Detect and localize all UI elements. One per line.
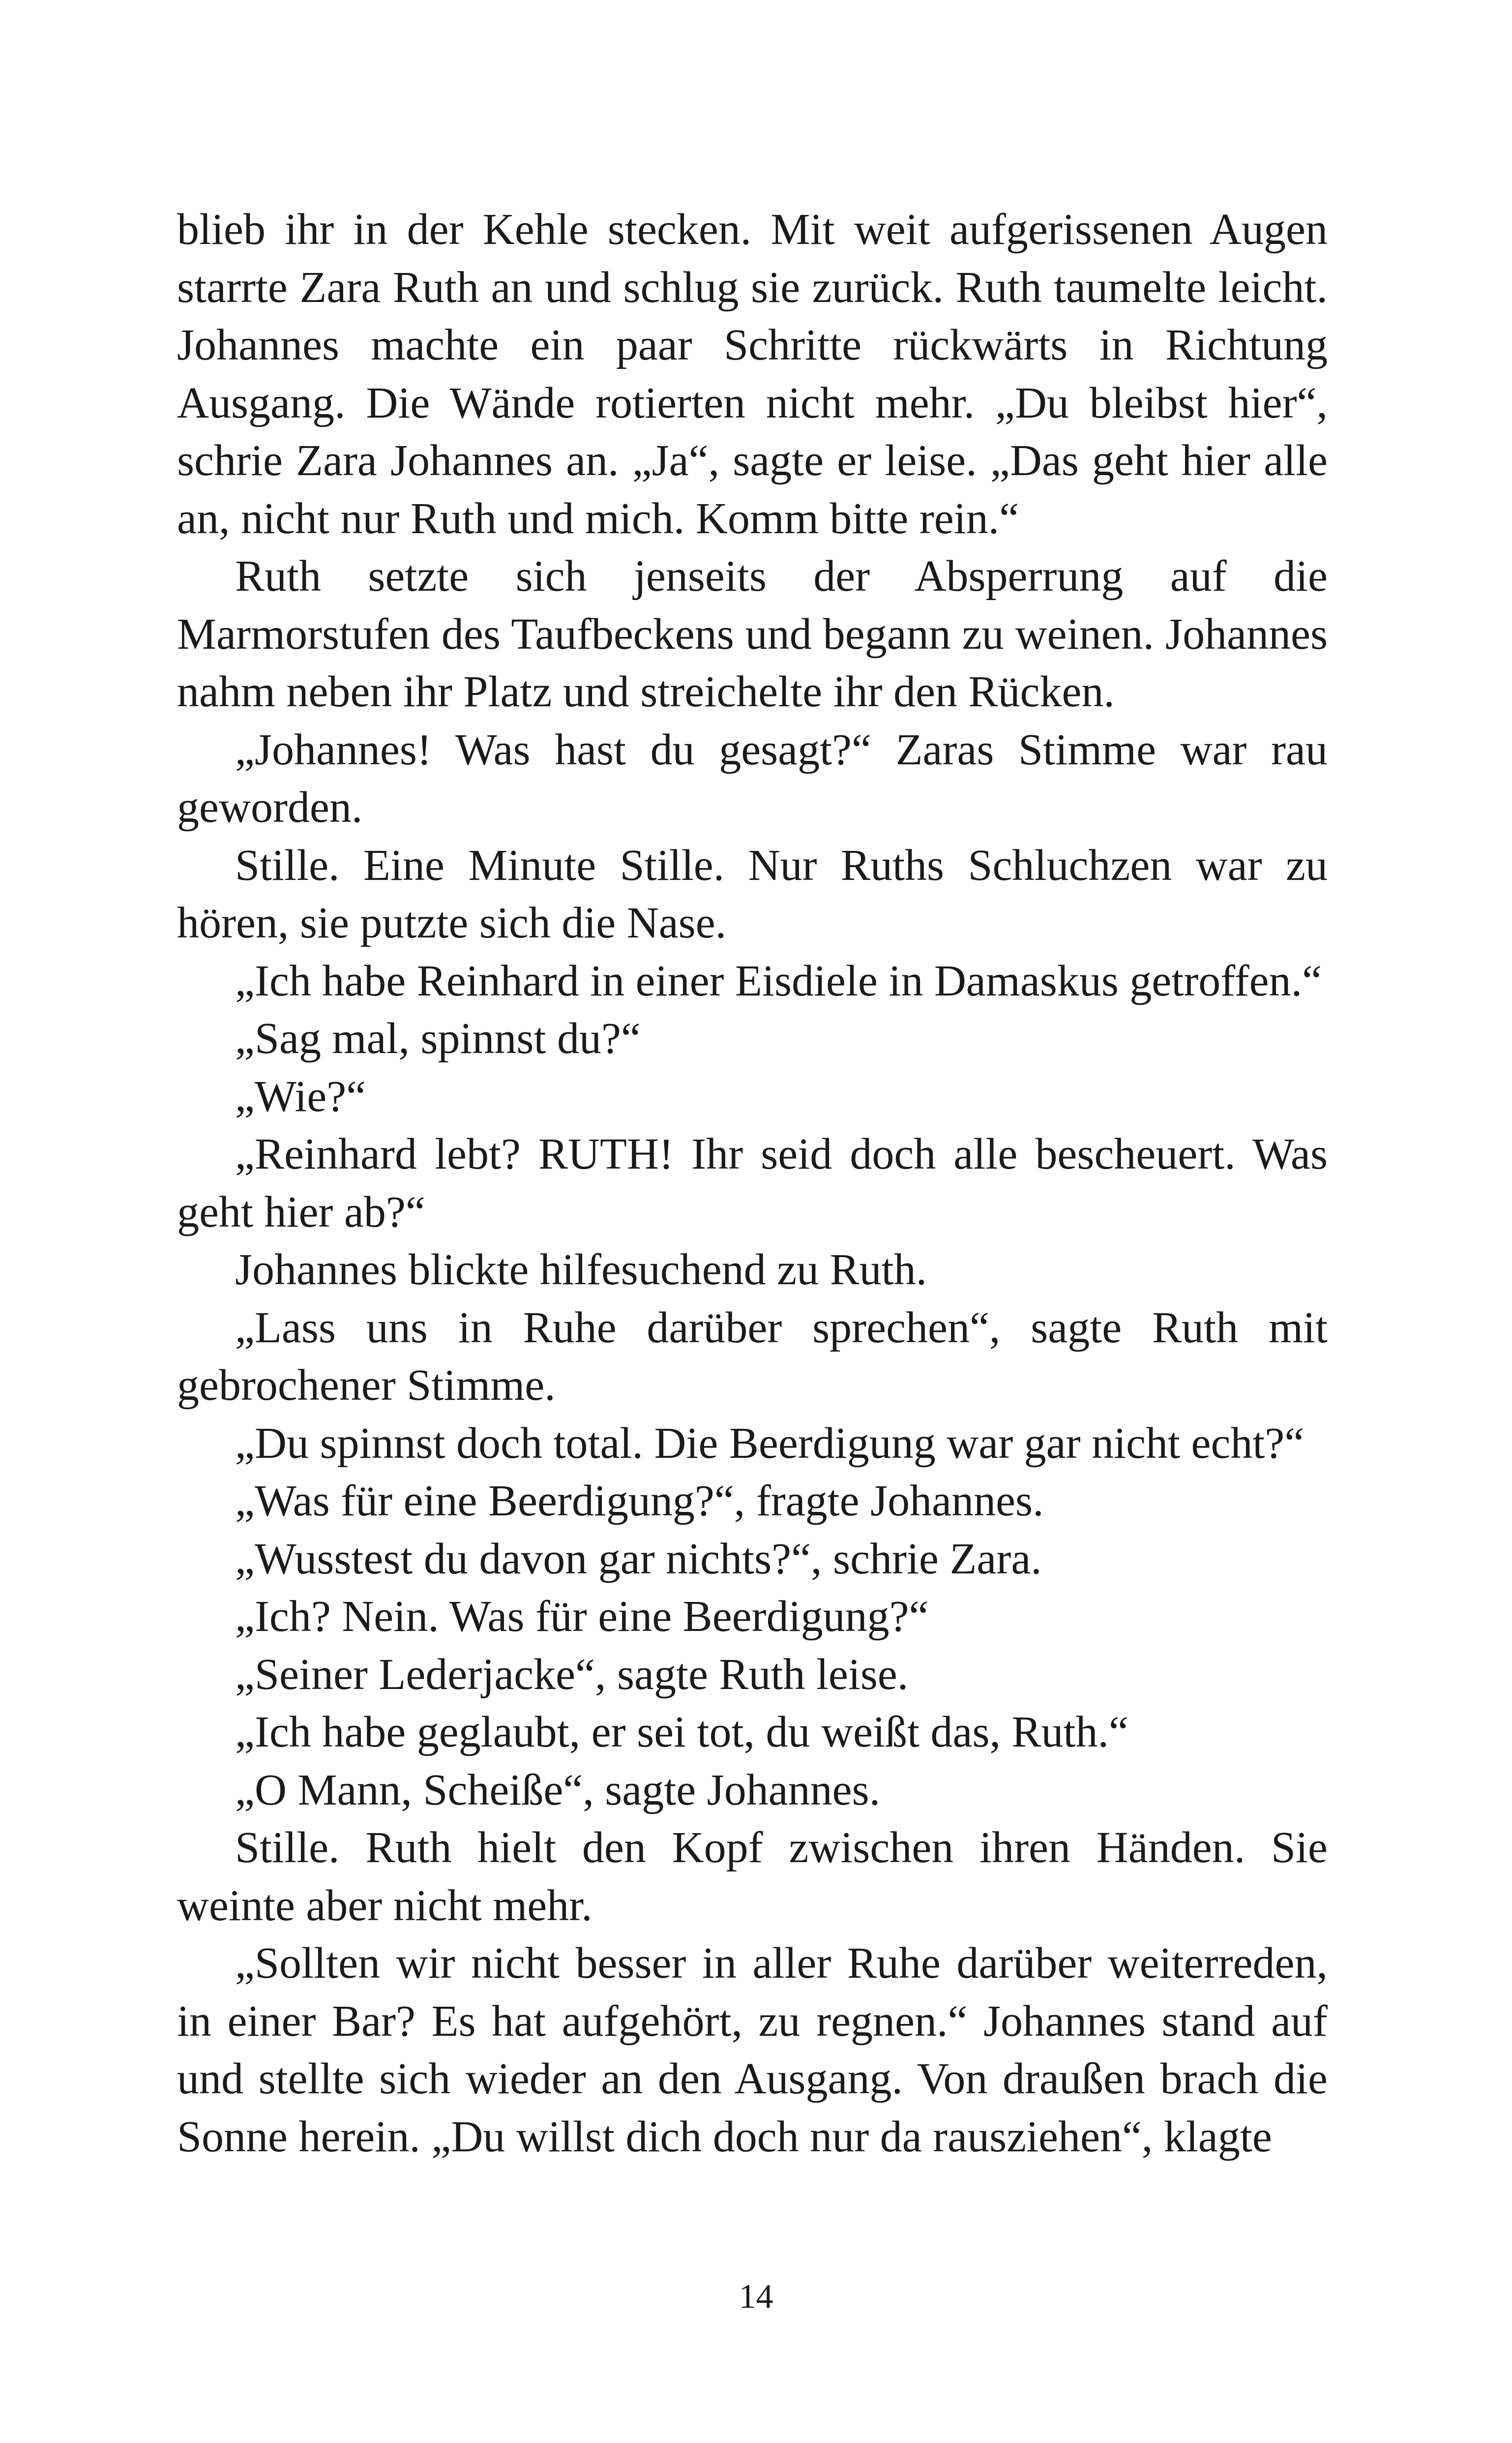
body-text bbox=[177, 201, 1328, 2166]
paragraph: „Sollten wir nicht besser in aller Ruhe darüber weiterreden, in einer Bar? Es hat aufgehört, zu regnen.“ Johannes stand auf und stellte sich wieder an den Ausgang. Von draußen brach die Sonne herein. „Du willst dich doch nur da rausziehen“, klagte bbox=[177, 1939, 1328, 2161]
paragraph: „Was für eine Beerdigung?“, fragte Johannes. bbox=[235, 1477, 1044, 1525]
paragraph: Ruth setzte sich jenseits der Absperrung auf die Marmorstufen des Taufbeckens und begann zu weinen. Johannes nahm neben ihr Platz und streichelte ihr den Rücken. bbox=[177, 552, 1328, 716]
paragraph: Johannes blickte hilfesuchend zu Ruth. bbox=[235, 1245, 927, 1294]
paragraph: „Sag mal, spinnst du?“ bbox=[235, 1014, 641, 1063]
paragraph: Stille. Ruth hielt den Kopf zwischen ihren Händen. Sie weinte aber nicht mehr. bbox=[177, 1823, 1328, 1930]
paragraph: „Lass uns in Ruhe darüber sprechen“, sagte Ruth mit gebrochener Stimme. bbox=[177, 1303, 1328, 1410]
paragraph: „Ich habe Reinhard in einer Eisdiele in Damaskus getroffen.“ bbox=[235, 956, 1322, 1005]
paragraph: Stille. Eine Minute Stille. Nur Ruths Schluchzen war zu hören, sie putzte sich die Nase. bbox=[177, 841, 1328, 947]
paragraph: „O Mann, Scheiße“, sagte Johannes. bbox=[235, 1765, 881, 1814]
paragraph: „Wusstest du davon gar nichts?“, schrie Zara. bbox=[235, 1534, 1042, 1583]
paragraph: „Ich? Nein. Was für eine Beerdigung?“ bbox=[235, 1592, 929, 1641]
page-number: 14 bbox=[739, 2278, 773, 2316]
paragraph: „Du spinnst doch total. Die Beerdigung war gar nicht echt?“ bbox=[235, 1418, 1304, 1468]
paragraph: blieb ihr in der Kehle stecken. Mit weit aufgerissenen Augen starrte Zara Ruth an und schlug sie zurück. Ruth taumelte leicht. Johannes machte ein paar Schritte rückwärts in Richtung Ausgang. Die Wände rotierten nicht mehr. „Du bleibst hier“, schrie Zara Johannes an. „Ja“, sagte er leise. „Das geht hier alle an, nicht nur Ruth und mich. Komm bitte rein.“ bbox=[177, 205, 1328, 543]
paragraph: „Seiner Lederjacke“, sagte Ruth leise. bbox=[235, 1650, 909, 1699]
paragraph: „Ich habe geglaubt, er sei tot, du weißt das, Ruth.“ bbox=[235, 1708, 1128, 1756]
paragraph: „Johannes! Was hast du gesagt?“ Zaras Stimme war rau geworden. bbox=[177, 725, 1328, 832]
paragraph: „Reinhard lebt? RUTH! Ihr seid doch alle bescheuert. Was geht hier ab?“ bbox=[177, 1130, 1328, 1237]
paragraph: „Wie?“ bbox=[235, 1072, 366, 1121]
